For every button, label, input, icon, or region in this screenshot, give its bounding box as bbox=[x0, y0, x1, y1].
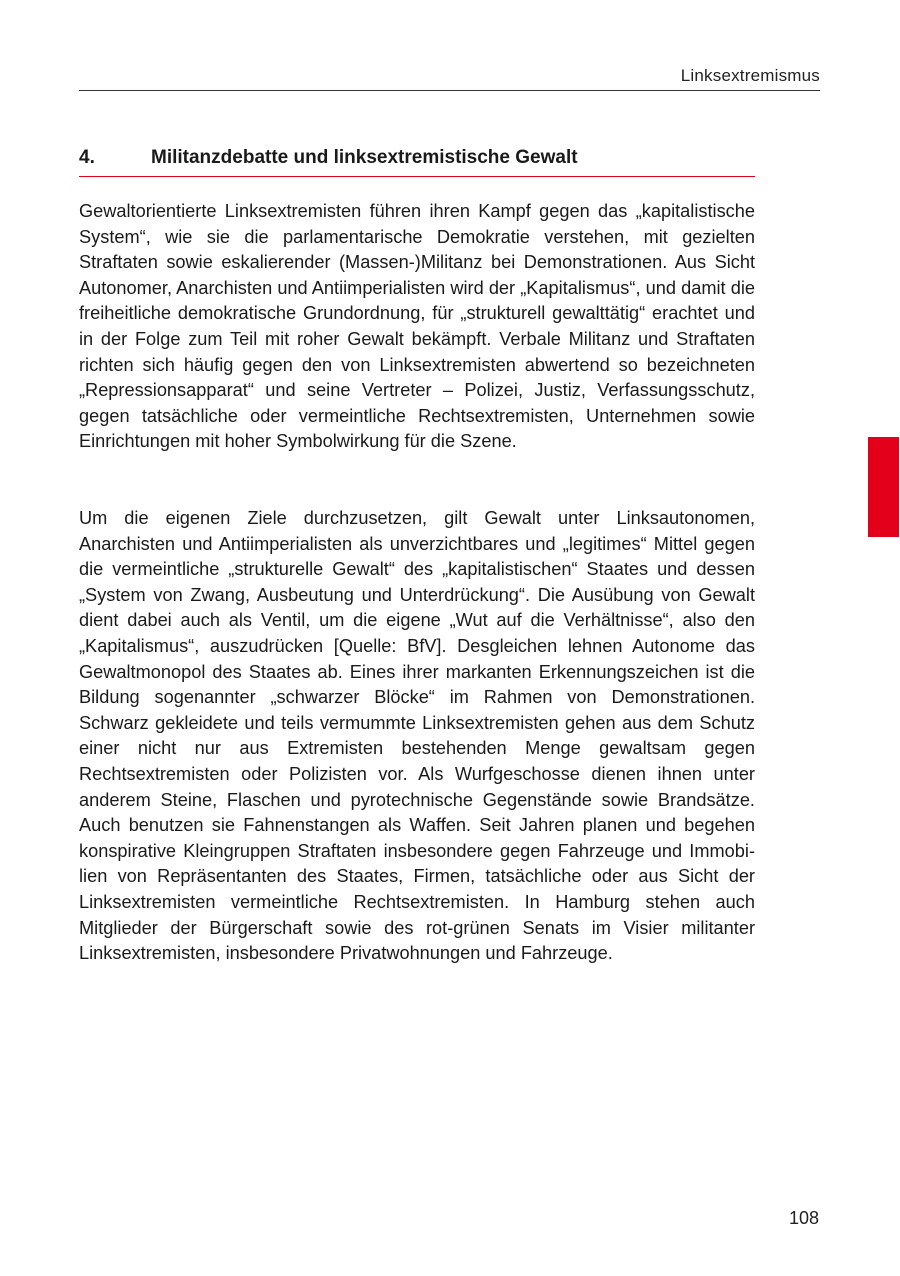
section-title: Militanzdebatte und linksextremistische Gewalt bbox=[151, 147, 578, 168]
body-paragraph-1: Gewaltorientierte Linksextremisten führen ihren Kampf gegen das „kapitalistische System“, wie sie die parlamentarische Demokratie verstehen, mit gezielten Straftaten sowie eskalierender (Massen-)Militanz bei Demonstrationen. Aus Sicht Autonomer, Anarchisten und Antiimperialisten wird der „Kapitalismus“, und damit die freiheitliche demokratische Grundordnung, für „strukturell gewalttätig“ erachtet und in der Folge zum Teil mit roher Gewalt bekämpft. Verbale Militanz und Straftaten richten sich häufig gegen den von Linksextremisten abwertend so bezeichneten „Repressionsapparat“ und seine Vertreter – Polizei, Justiz, Verfassungsschutz, gegen tatsächliche oder vermeintliche Rechtsextremisten, Unternehmen sowie Einrichtungen mit hoher Symbolwirkung für die Szene. bbox=[79, 201, 755, 452]
running-header bbox=[79, 66, 820, 91]
section-heading bbox=[79, 145, 755, 177]
chapter-thumb-tab bbox=[868, 437, 899, 537]
section-number: 4. bbox=[79, 147, 95, 168]
running-header-title: Linksextremismus bbox=[680, 66, 820, 85]
body-paragraph-2: Um die eigenen Ziele durchzusetzen, gilt Gewalt unter Linksautonomen, Anarchisten und Antiimperialisten als unverzichtbares und „legitimes“ Mittel gegen die vermeintliche „strukturelle Gewalt“ des „kapitalistischen“ Staates und dessen „System von Zwang, Ausbeutung und Unterdrückung“. Die Ausübung von Gewalt dient dabei auch als Ventil, um die eigene „Wut auf die Verhältnisse“, also den „Kapitalismus“, auszudrücken [Quelle: BfV]. Desgleichen lehnen Autonome das Gewaltmonopol des Staates ab. Eines ihrer markanten Erkennungszeichen ist die Bildung sogenannter „schwarzer Blöcke“ im Rahmen von Demonstrationen. Schwarz gekleidete und teils vermummte Linksextremisten gehen aus dem Schutz einer nicht nur aus Extremisten bestehenden Menge gewaltsam gegen Rechtsextremisten oder Polizisten vor. Als Wurfgeschosse dienen ihnen unter anderem Steine, Flaschen und pyrotechnische Gegenstände sowie Brandsätze. Auch benutzen sie Fahnenstangen als Waffen. Seit Jahren planen und begehen konspirative Kleingruppen Straftaten insbesondere gegen Fahrzeuge und Immobilien von Repräsentanten des Staates, Firmen, tatsächliche oder aus Sicht der Linksextremisten vermeintliche Rechtsextremisten. In Hamburg stehen auch Mitglieder der Bürgerschaft sowie des rot-grünen Senats im Visier militanter Linksextremisten, insbesondere Privatwohnungen und Fahrzeuge. bbox=[79, 508, 755, 964]
page-number: 108 bbox=[788, 1208, 819, 1228]
